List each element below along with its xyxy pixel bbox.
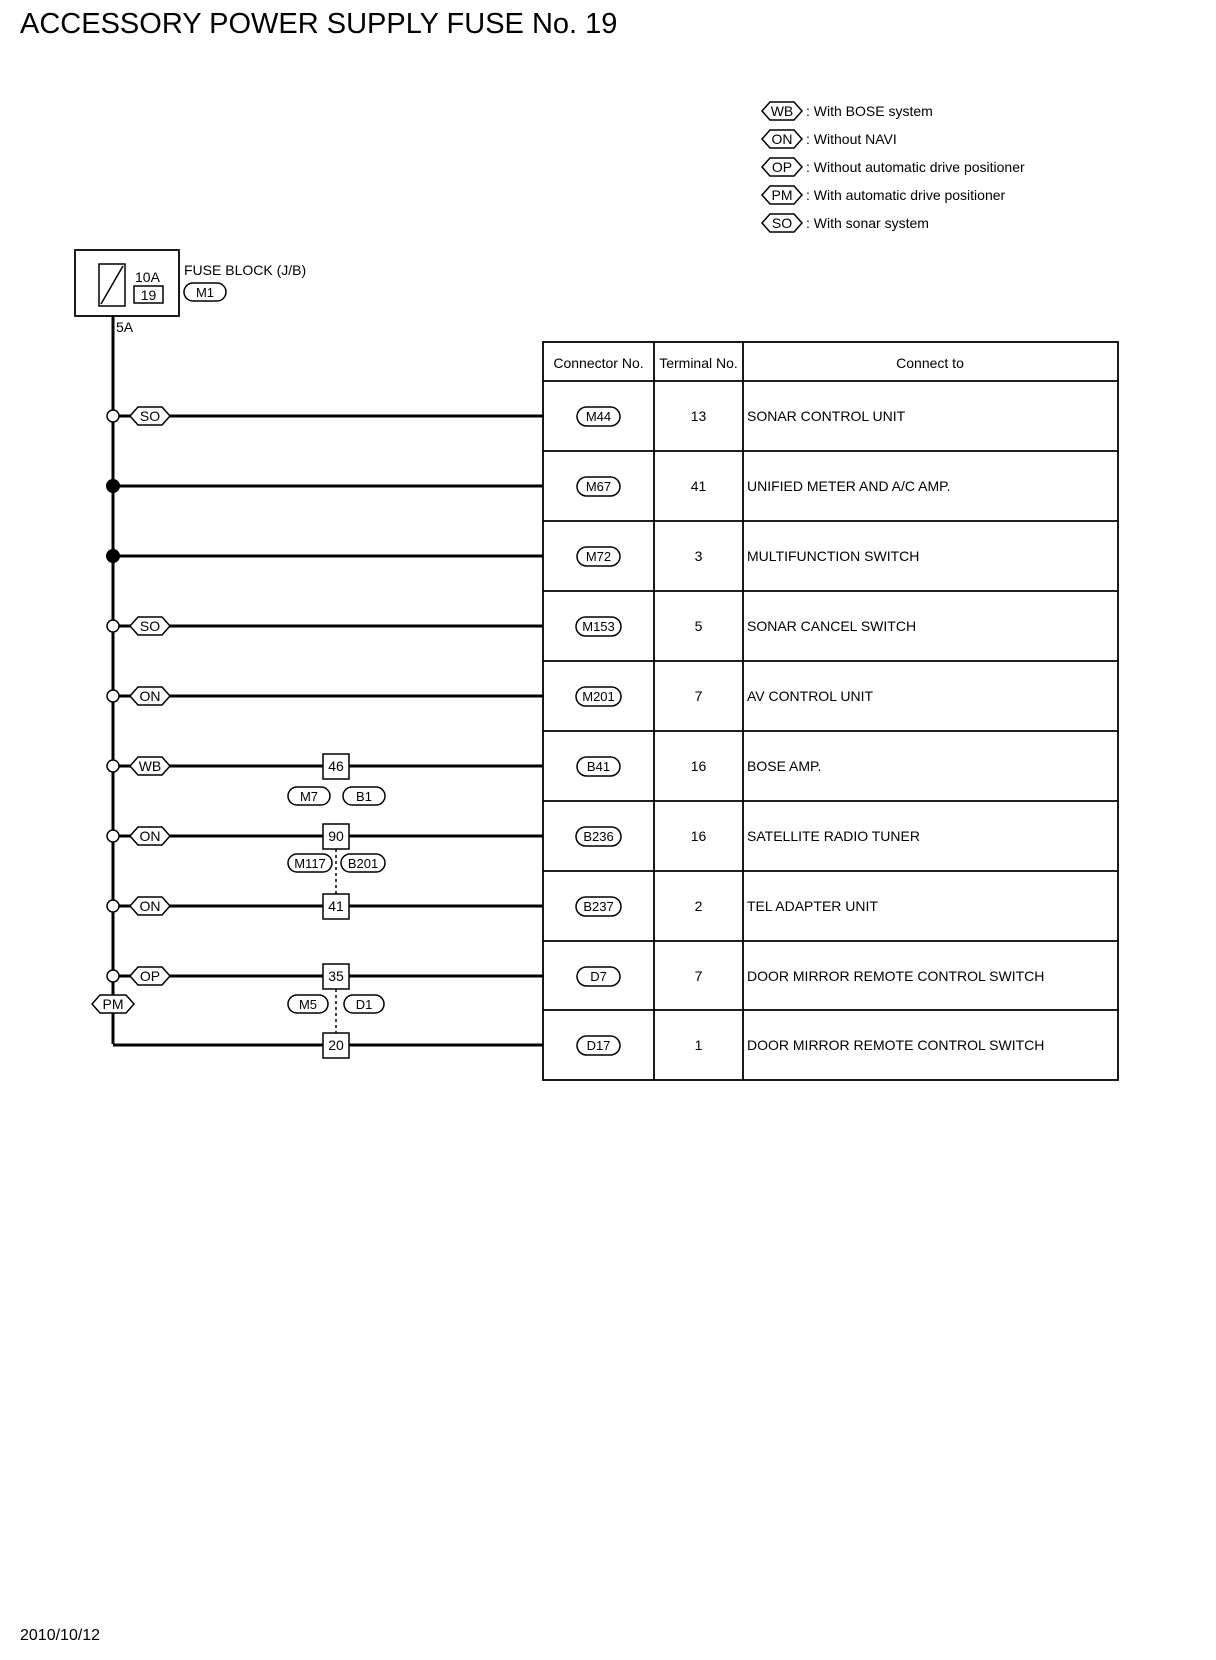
joint-terminal: 41 xyxy=(328,898,344,914)
row-terminal: 16 xyxy=(690,758,707,774)
table-row xyxy=(576,827,920,846)
branch-tag-pm xyxy=(92,995,134,1013)
row-connector: D7 xyxy=(590,969,607,984)
row-terminal: 7 xyxy=(694,968,703,984)
open-junction xyxy=(107,690,119,702)
row-connect-to: UNIFIED METER AND A/C AMP. xyxy=(747,478,951,494)
row-terminal: 2 xyxy=(694,898,703,914)
svg-text:ON: ON xyxy=(139,688,161,704)
svg-text:SO: SO xyxy=(139,408,161,424)
table-header-terminal: Terminal No. xyxy=(659,355,738,371)
joint-connector-right: D1 xyxy=(355,997,373,1012)
table-row xyxy=(576,617,916,636)
table-row xyxy=(577,1036,1044,1055)
row-connector: M201 xyxy=(582,689,615,704)
branch-tag-wb xyxy=(130,757,170,775)
open-junction xyxy=(107,900,119,912)
branch-tags xyxy=(92,407,170,1013)
wires xyxy=(113,416,543,1045)
svg-text:OP: OP xyxy=(139,968,161,984)
joint-terminal: 35 xyxy=(328,968,344,984)
joint-connector-right: B201 xyxy=(347,856,379,871)
branch-tag-so xyxy=(130,617,170,635)
branch-tag-so xyxy=(130,407,170,425)
svg-text:WB: WB xyxy=(138,758,162,774)
table-row xyxy=(576,687,873,706)
fuse-connector: M1 xyxy=(195,285,215,300)
table-header-connector: Connector No. xyxy=(553,355,644,371)
row-connector: D17 xyxy=(586,1038,611,1053)
table-row xyxy=(577,407,906,426)
table-row xyxy=(577,547,919,566)
row-connect-to: DOOR MIRROR REMOTE CONTROL SWITCH xyxy=(747,968,1045,984)
row-terminal: 5 xyxy=(694,618,703,634)
row-connect-to: DOOR MIRROR REMOTE CONTROL SWITCH xyxy=(747,1037,1045,1053)
joint-op-35 xyxy=(288,964,384,1033)
solid-junction xyxy=(106,549,120,563)
open-junction xyxy=(107,760,119,772)
joint-pm-20 xyxy=(323,1033,349,1058)
branch-tag-on xyxy=(130,827,170,845)
row-connector: M72 xyxy=(585,549,612,564)
row-terminal: 7 xyxy=(694,688,703,704)
legend-item-on xyxy=(762,130,897,148)
row-connector: B237 xyxy=(583,899,614,914)
open-junction xyxy=(107,830,119,842)
fuse-box xyxy=(75,250,179,316)
branch-tag-op xyxy=(130,967,170,985)
branch-tag-on xyxy=(130,897,170,915)
fuse-block-label: FUSE BLOCK (J/B) xyxy=(184,262,307,278)
row-connect-to: SATELLITE RADIO TUNER xyxy=(747,828,920,844)
open-junction xyxy=(107,410,119,422)
legend-desc: : With sonar system xyxy=(806,215,929,231)
joint-connector-left: M117 xyxy=(294,856,326,871)
fuse-amp: 10A xyxy=(135,269,160,285)
row-connector: B41 xyxy=(586,759,611,774)
solid-junction xyxy=(106,479,120,493)
row-connect-to: SONAR CANCEL SWITCH xyxy=(747,618,917,634)
legend-item-pm xyxy=(762,186,1006,204)
row-connect-to: MULTIFUNCTION SWITCH xyxy=(747,548,920,564)
row-terminal: 41 xyxy=(690,478,707,494)
fuse-terminal: 5A xyxy=(116,319,134,335)
legend-code: SO xyxy=(771,215,793,231)
footer-date: 2010/10/12 xyxy=(20,1627,101,1644)
svg-text:ON: ON xyxy=(139,898,161,914)
legend-item-so xyxy=(762,214,929,232)
row-connector: M153 xyxy=(582,619,615,634)
legend-desc: : Without automatic drive positioner xyxy=(806,159,1025,175)
fuse-block xyxy=(75,250,306,335)
joint-connector-right: B1 xyxy=(356,789,372,804)
row-connect-to: AV CONTROL UNIT xyxy=(747,688,874,704)
svg-text:SO: SO xyxy=(139,618,161,634)
row-terminal: 1 xyxy=(694,1037,703,1053)
legend-desc: : With BOSE system xyxy=(806,103,933,119)
table-row xyxy=(576,897,878,916)
fuse-number: 19 xyxy=(140,287,157,303)
branch-tag-on xyxy=(130,687,170,705)
page-title: ACCESSORY POWER SUPPLY FUSE No. 19 xyxy=(20,8,618,40)
legend xyxy=(762,102,1025,232)
table-row xyxy=(577,477,951,496)
joint-terminal: 90 xyxy=(328,828,344,844)
svg-text:PM: PM xyxy=(102,996,124,1012)
open-junction xyxy=(107,970,119,982)
row-connector: M44 xyxy=(585,409,612,424)
row-connect-to: TEL ADAPTER UNIT xyxy=(747,898,878,914)
row-connect-to: SONAR CONTROL UNIT xyxy=(747,408,906,424)
row-connector: B236 xyxy=(583,829,614,844)
legend-code: ON xyxy=(771,131,793,147)
table-row xyxy=(577,967,1044,986)
joint-terminal: 46 xyxy=(328,758,344,774)
legend-desc: : With automatic drive positioner xyxy=(806,187,1006,203)
open-junction xyxy=(107,620,119,632)
legend-code: WB xyxy=(770,103,794,119)
row-terminal: 3 xyxy=(694,548,703,564)
joint-wb xyxy=(288,754,385,805)
joint-on-41 xyxy=(323,894,349,919)
legend-item-op xyxy=(762,158,1025,176)
legend-code: OP xyxy=(771,159,793,175)
legend-code: PM xyxy=(771,187,793,203)
legend-item-wb xyxy=(762,102,933,120)
row-terminal: 16 xyxy=(690,828,707,844)
row-connect-to: BOSE AMP. xyxy=(747,758,822,774)
legend-desc: : Without NAVI xyxy=(806,131,897,147)
row-connector: M67 xyxy=(585,479,612,494)
table-header-connect-to: Connect to xyxy=(896,355,964,371)
row-terminal: 13 xyxy=(690,408,707,424)
svg-text:ON: ON xyxy=(139,828,161,844)
table-row xyxy=(577,757,821,776)
joint-connector-left: M5 xyxy=(298,997,318,1012)
joint-terminal: 20 xyxy=(328,1037,344,1053)
joint-connector-left: M7 xyxy=(299,789,319,804)
